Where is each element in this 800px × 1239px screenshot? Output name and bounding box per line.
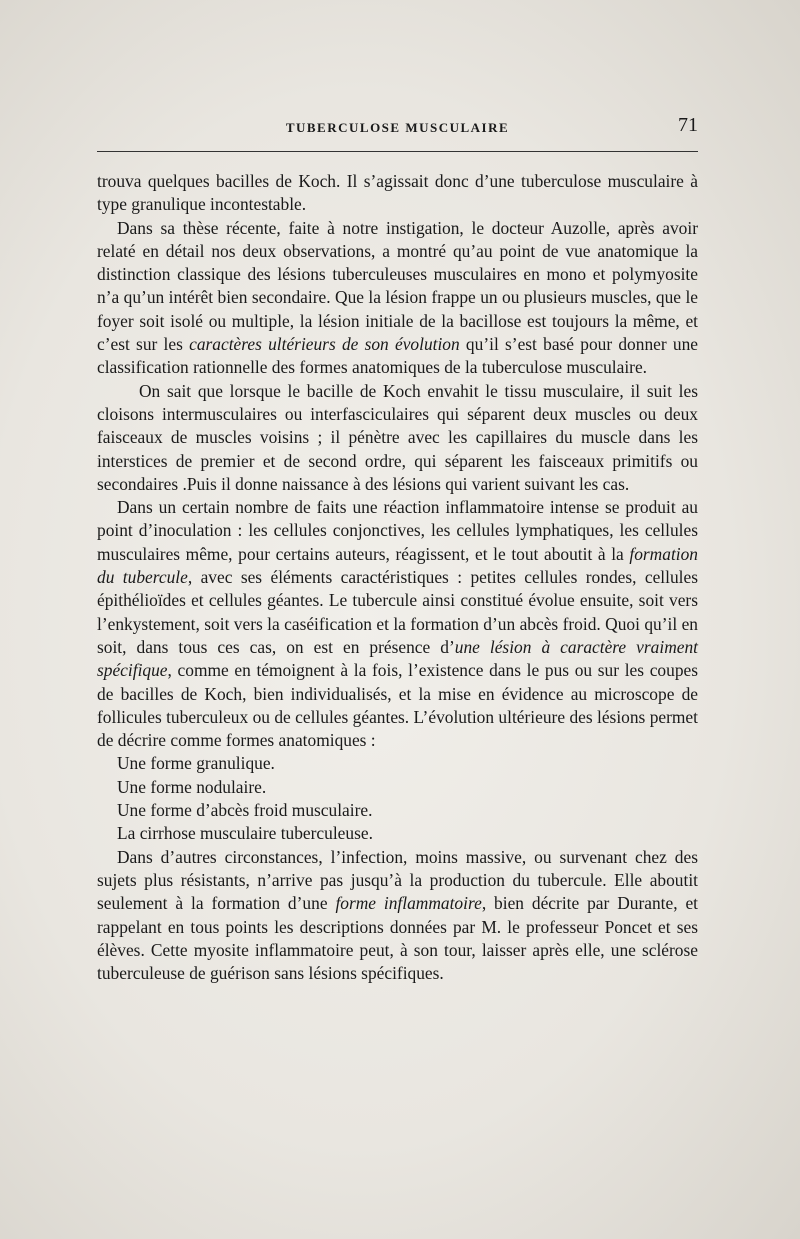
paragraph-3-text: On sait que lorsque le bacille de Koch envahit le tissu musculaire, il suit les cloisons intermusculaires ou interfasciculaires qui séparent deux muscles ou deux faisceaux de muscles voisins ; il pénètre avec les capillaires du muscle dans les interstices de premier et de second ordre, qui séparent les faisceaux primitifs ou secondaires .Puis il donne naissance à des lésions qui varient suivant les cas. [97,380,698,494]
paragraph-1-text: trouva quelques bacilles de Koch. Il s’agissait donc d’une tuberculose musculaire à type granulique incontestable. [97,171,698,215]
paragraph-4-text-b: , avec ses éléments caractéristiques : petites cellules rondes, cellules épithélioïdes et cellules géantes. Le tubercule ainsi constitué évolue ensuite, soit vers l’enkystement, soit vers la caséification et la formation d’un abcès froid. Quoi qu’il en soit, dans tous ces cas, on est en présence d’ [97,567,698,657]
paragraph-5 [97,846,698,986]
paragraph-1 [97,170,698,217]
paragraph-4-text-c: , comme en témoignent à la fois, l’existence dans le pus ou sur les coupes de bacilles de Koch, bien individualisés, et la mise en évidence au microscope de follicules tuberculeux ou de cellules géantes. L’évolution ultérieure des lésions permet de décrire comme formes anatomiques : [97,660,698,751]
page-number: 71 [678,114,698,136]
paragraph-4-italic-1: formation du tubercule [97,543,698,588]
list-item: Une forme nodulaire. [117,776,267,797]
paragraph-3 [97,380,698,496]
paragraph-5-text-b: , bien décrite par Durante, et rappelant en tous points les descriptions données par M. le professeur Poncet et ses élèves. Cette myosite inflammatoire peut, à son tour, laisser après elle, une sclérose tuberculeuse de guérison sans lésions spécifiques. [97,893,699,984]
paragraph-2 [97,217,698,380]
list-item: Une forme d’abcès froid musculaire. [117,800,373,821]
header-rule [97,151,698,152]
running-head: TUBERCULOSE MUSCULAIRE [285,120,510,135]
list-item: Une forme granulique. [117,753,275,774]
paragraph-4-italic-2: une lésion à caractère vraiment spécifique [97,636,698,681]
paragraph-2-text-b: qu’il s’est basé pour donner une classification rationnelle des formes anatomiques de la tuberculose musculaire. [97,334,698,378]
paragraph-5-text-a: Dans d’autres circonstances, l’infection, moins massive, ou survenant chez des sujets plus résistants, n’arrive pas jusqu’à la production du tubercule. Elle aboutit seulement à la formation d’une [97,846,698,914]
page-header [97,114,698,148]
paragraph-4-text-a: Dans un certain nombre de faits une réaction inflammatoire intense se produit au point d’inoculation : les cellules conjonctives, les cellules lymphatiques, les cellules musculaires même, pour certains auteurs, réagissent, et le tout aboutit à la [97,497,698,564]
list-item: La cirrhose musculaire tuberculeuse. [117,823,373,844]
paragraph-4 [97,496,698,752]
body-text [97,170,698,985]
paragraph-2-italic: caractères ultérieurs de son évolution [189,334,460,355]
paragraph-5-italic: forme inflammatoire [335,893,482,914]
paragraph-2-text-a: Dans sa thèse récente, faite à notre instigation, le docteur Auzolle, après avoir relaté en détail nos deux observations, a montré qu’au point de vue anatomique la distinction classique des lésions tuberculeuses musculaires en mono et polymyosite n’a qu’un intérêt bien secondaire. Que la lésion frappe un ou plusieurs muscles, que le foyer soit isolé ou multiple, la lésion initiale de la bacillose est toujours la même, et c’est sur les [97,217,698,355]
